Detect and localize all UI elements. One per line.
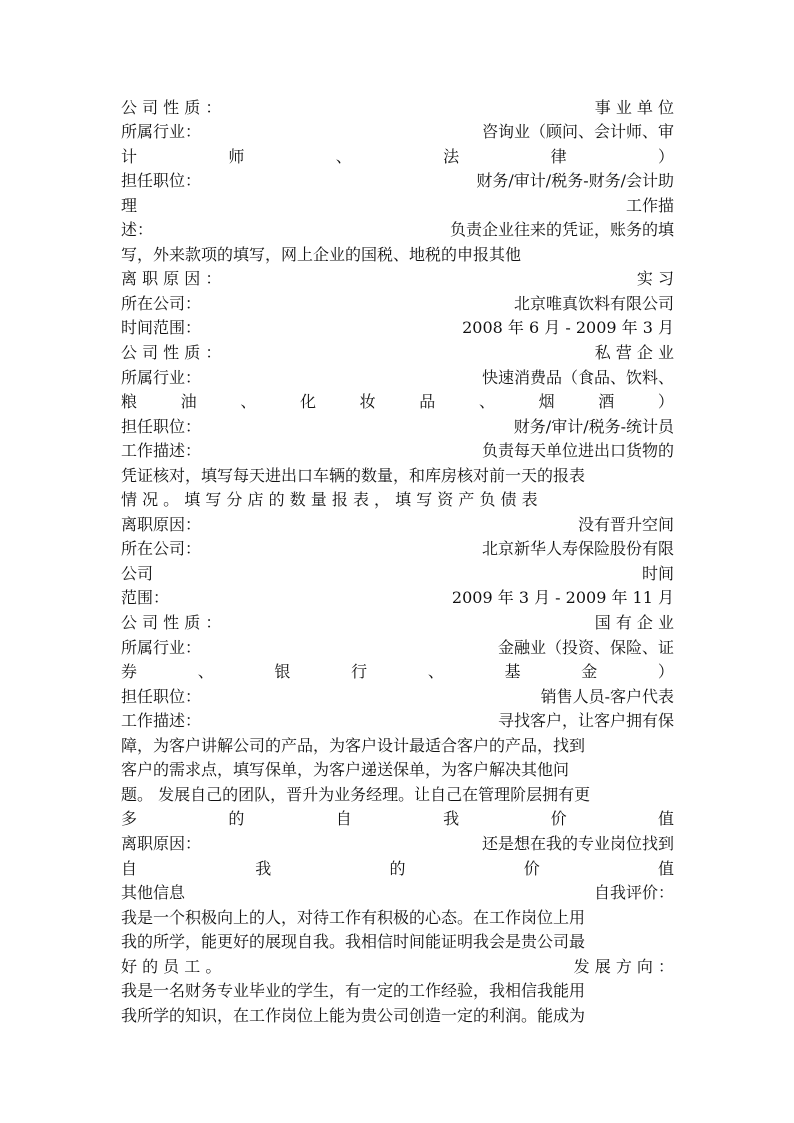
spread-text-segment: 我 — [255, 858, 272, 878]
line-value: 咨询业（顾问、会计师、审 — [481, 122, 674, 142]
spread-text-segment: 化 — [299, 392, 316, 412]
paragraph-text: 障，为客户讲解公司的产品，为客户设计最适合客户的产品，找到 — [121, 735, 586, 755]
line-label: 担任职位： — [121, 171, 202, 191]
line-label: 理 — [121, 195, 138, 215]
spread-text-segment: 价 — [523, 858, 540, 878]
paragraph-text: 写，外来款项的填写，网上企业的国税、地税的申报其他 — [121, 244, 522, 264]
resume-text-block — [121, 95, 674, 1028]
document-line-full — [121, 463, 674, 488]
document-line — [121, 414, 674, 439]
line-label: 公 司 性 质 ： — [121, 97, 222, 117]
line-value: 国 有 企 业 — [594, 613, 674, 633]
line-label: 工作描述： — [121, 441, 202, 461]
paragraph-text: 我是一名财务专业毕业的学生，有一定的工作经验，我相信我能用 — [121, 981, 586, 1001]
spread-text-segment: 粮 — [121, 392, 138, 412]
line-value: 时间 — [641, 563, 674, 583]
line-label: 其他信息 — [121, 883, 186, 903]
line-label: 所属行业： — [121, 122, 202, 142]
line-label: 好 的 员 工 。 — [121, 956, 222, 976]
document-line-full — [121, 758, 674, 783]
paragraph-text: 客户的需求点，填写保单，为客户递送保单，为客户解决其他问 — [121, 760, 570, 780]
line-label: 所属行业： — [121, 367, 202, 387]
paragraph-text: 我的所学，能更好的展现自我。我相信时间能证明我会是贵公司最 — [121, 932, 586, 952]
spread-text-segment: ） — [657, 662, 674, 682]
spread-text-segment: ） — [657, 392, 674, 412]
document-line-full — [121, 930, 674, 955]
line-value: 负责企业往来的凭证，账务的填 — [449, 220, 674, 240]
document-line-full — [121, 488, 674, 513]
document-line — [121, 365, 674, 390]
spread-text-segment: 银 — [274, 662, 291, 682]
spread-text-segment: 、 — [427, 662, 444, 682]
line-value: 北京唯真饮料有限公司 — [513, 293, 674, 313]
line-value: 自我评价： — [593, 883, 674, 903]
line-label: 所在公司： — [121, 539, 202, 559]
spread-text-segment: 基 — [504, 662, 521, 682]
line-value: 寻找客户，让客户拥有保 — [497, 711, 674, 731]
spread-text-segment: 值 — [657, 809, 674, 829]
document-line-full — [121, 242, 674, 267]
line-value: 快速消费品（食品、饮料、 — [481, 367, 674, 387]
document-line — [121, 316, 674, 341]
document-line-full — [121, 979, 674, 1004]
line-label: 述： — [121, 220, 154, 240]
document-line — [121, 684, 674, 709]
line-label: 担任职位： — [121, 416, 202, 436]
document-line-full — [121, 782, 674, 807]
spread-text-segment: 妆 — [359, 392, 376, 412]
spread-text-segment: 、 — [240, 392, 257, 412]
document-line — [121, 439, 674, 464]
line-label: 离职原因： — [121, 514, 202, 534]
line-label: 所属行业： — [121, 637, 202, 657]
document-line — [121, 512, 674, 537]
spread-text-segment: 烟 — [538, 392, 555, 412]
document-line-full — [121, 905, 674, 930]
document-line — [121, 169, 674, 194]
document-line — [121, 537, 674, 562]
line-value: 没有晋升空间 — [577, 514, 674, 534]
spread-text-segment: 油 — [180, 392, 197, 412]
spread-text-segment: 酒 — [598, 392, 615, 412]
line-label: 工作描述： — [121, 711, 202, 731]
paragraph-text: 题。 发展自己的团队，晋升为业务经理。让自己在管理阶层拥有更 — [121, 784, 591, 804]
line-value: 金融业（投资、保险、证 — [497, 637, 674, 657]
document-line — [121, 218, 674, 243]
spread-text-segment: 、 — [478, 392, 495, 412]
line-value: 负责每天单位进出口货物的 — [481, 441, 674, 461]
line-value: 财务/审计/税务-统计员 — [513, 416, 674, 436]
line-value: 2008 年 6 月 - 2009 年 3 月 — [462, 318, 674, 338]
spread-text-segment: 多 — [121, 809, 138, 829]
document-line-full — [121, 1003, 674, 1028]
document-line — [121, 831, 674, 856]
line-value: 发 展 方 向 ： — [573, 956, 674, 976]
spread-text-segment: 、 — [197, 662, 214, 682]
spread-text-segment: 行 — [351, 662, 368, 682]
spread-text-segment: 的 — [228, 809, 245, 829]
document-line-spread — [121, 390, 674, 415]
document-line — [121, 635, 674, 660]
line-value: 还是想在我的专业岗位找到 — [481, 833, 674, 853]
document-line — [121, 95, 674, 120]
spread-text-segment: ） — [657, 146, 674, 166]
line-label: 离职原因： — [121, 833, 202, 853]
document-line — [121, 291, 674, 316]
spread-text-segment: 价 — [550, 809, 567, 829]
spread-text-segment: 的 — [389, 858, 406, 878]
line-value: 私 营 企 业 — [594, 343, 674, 363]
paragraph-text: 凭证核对，填写每天进出口车辆的数量，和库房核对前一天的报表 — [121, 465, 586, 485]
line-value: 实 习 — [636, 269, 674, 289]
paragraph-text: 我是一个积极向上的人，对待工作有积极的心态。在工作岗位上用 — [121, 907, 586, 927]
paragraph-text: 情 况 。 填 写 分 店 的 数 量 报 表 ， 填 写 资 产 负 债 表 — [121, 490, 538, 510]
document-line — [121, 881, 674, 906]
line-label: 所在公司： — [121, 293, 202, 313]
document-line-spread — [121, 807, 674, 832]
paragraph-text: 我所学的知识，在工作岗位上能为贵公司创造一定的利润。能成为 — [121, 1005, 586, 1025]
line-label: 时间范围： — [121, 318, 202, 338]
line-value: 2009 年 3 月 - 2009 年 11 月 — [451, 588, 674, 608]
document-line — [121, 267, 674, 292]
line-label: 担任职位： — [121, 686, 202, 706]
spread-text-segment: 值 — [657, 858, 674, 878]
line-label: 公 司 性 质 ： — [121, 343, 222, 363]
document-line-spread — [121, 660, 674, 685]
line-value: 销售人员-客户代表 — [540, 686, 674, 706]
spread-text-segment: 自 — [335, 809, 352, 829]
spread-text-segment: 律 — [550, 146, 567, 166]
document-line — [121, 954, 674, 979]
document-line — [121, 340, 674, 365]
spread-text-segment: 我 — [443, 809, 460, 829]
document-line — [121, 709, 674, 734]
spread-text-segment: 、 — [335, 146, 352, 166]
line-label: 公 司 性 质 ： — [121, 613, 222, 633]
line-label: 范围： — [121, 588, 170, 608]
spread-text-segment: 自 — [121, 858, 138, 878]
line-value: 北京新华人寿保险股份有限 — [481, 539, 674, 559]
line-value: 事 业 单 位 — [594, 97, 674, 117]
document-line — [121, 586, 674, 611]
document-line — [121, 610, 674, 635]
document-line — [121, 561, 674, 586]
line-value: 工作描 — [625, 195, 674, 215]
spread-text-segment: 券 — [121, 662, 138, 682]
document-line — [121, 193, 674, 218]
spread-text-segment: 计 — [121, 146, 138, 166]
spread-text-segment: 品 — [419, 392, 436, 412]
document-line-full — [121, 733, 674, 758]
spread-text-segment: 法 — [443, 146, 460, 166]
document-line — [121, 120, 674, 145]
document-line-spread — [121, 144, 674, 169]
spread-text-segment: 师 — [228, 146, 245, 166]
line-label: 公司 — [121, 563, 154, 583]
line-value: 财务/审计/税务-财务/会计助 — [476, 171, 674, 191]
spread-text-segment: 金 — [581, 662, 598, 682]
document-line-spread — [121, 856, 674, 881]
line-label: 离 职 原 因 ： — [121, 269, 222, 289]
